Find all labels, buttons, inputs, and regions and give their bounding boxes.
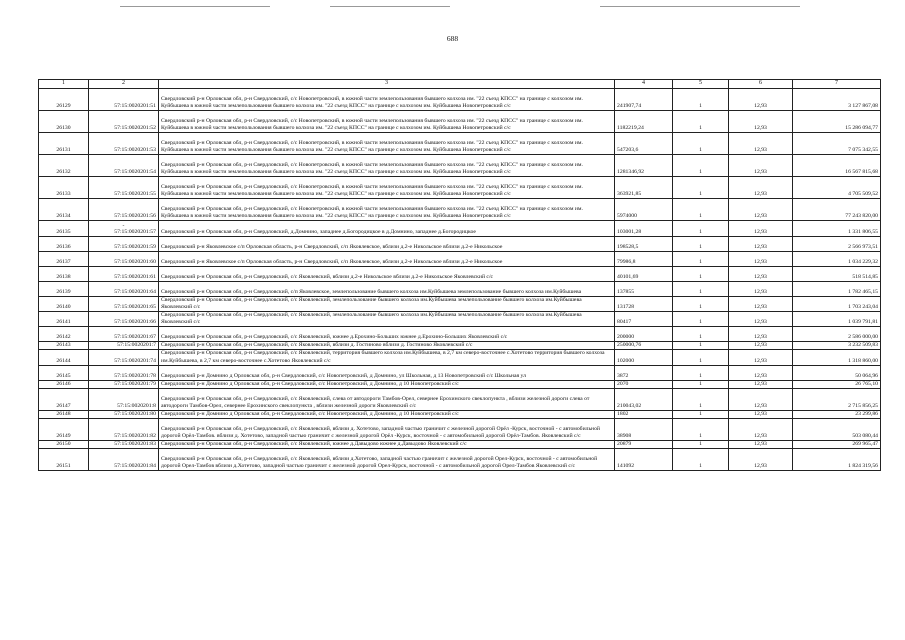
cadastral-number: 57:15:0020201:80 xyxy=(89,410,159,418)
cadastral-value: 269 965,47 xyxy=(793,440,881,448)
area-value: 131728 xyxy=(615,297,673,312)
row-number: 26135 xyxy=(39,221,89,237)
column-header: 3 xyxy=(159,80,615,89)
area-value: 547203,6 xyxy=(615,133,673,155)
table-row xyxy=(39,312,881,327)
cadastral-value: 2 715 856,25 xyxy=(793,388,881,410)
location-description: Свердловский р-н Орловская обл, р-н Свердловский, с/с Яковлевский, южнее д.Ерохино-Больших южнее д.Ерохино-Больших Яковлевский с/с xyxy=(159,327,615,342)
cadastral-number: 57:15:0020201:61 xyxy=(89,267,159,282)
area-value: 137855 xyxy=(615,282,673,297)
cadastral-number-text: 57:15:0020201:57 xyxy=(114,228,156,235)
coefficient-value: 1 xyxy=(673,342,729,350)
cadastral-value: 518 514,85 xyxy=(793,267,881,282)
cadastral-number: 57:15:0020201:66 xyxy=(89,312,159,327)
area-value: 241907,74 xyxy=(615,89,673,111)
row-number: 26139 xyxy=(39,282,89,297)
area-value: 20879 xyxy=(615,440,673,448)
cadastral-value: 16 567 815,68 xyxy=(793,155,881,177)
area-value: 102000 xyxy=(615,350,673,365)
location-description: Свердловский р-н Домнино д Орловская обл, р-н Свердловский, с/с Новопетровский, д Домнино, д 10 Новопетровский с/с xyxy=(159,410,615,418)
coefficient-value: 1 xyxy=(673,177,729,199)
cadastral-number: 57:15:0020201:67 xyxy=(89,327,159,342)
location-description: Свердловский р-н Орловская обл, р-н Свердловский, с/п Яковлевское, землепользование бывшего колхоза им.Куйбышева землепользование бывшего колхоза им.Куйбышева xyxy=(159,282,615,297)
dash-mark: - xyxy=(122,222,125,229)
area-value: 3872 xyxy=(615,365,673,380)
rate-value: 12,93 xyxy=(729,111,793,133)
rate-value: 12,93 xyxy=(729,327,793,342)
cadastral-value: 3 127 867,08 xyxy=(793,89,881,111)
scan-artifact-line xyxy=(600,6,800,7)
column-header: 1 xyxy=(39,80,89,89)
cadastral-value: 503 080,44 xyxy=(793,418,881,440)
cadastral-value: 77 243 820,00 xyxy=(793,199,881,221)
table-row xyxy=(39,89,881,111)
row-number: 26136 xyxy=(39,237,89,252)
coefficient-value: 1 xyxy=(673,327,729,342)
rate-value: 12,93 xyxy=(729,177,793,199)
rate-value: 12,93 xyxy=(729,282,793,297)
cadastral-number: 57:15:0020201:82 xyxy=(89,418,159,440)
cadastral-value: 1 782 465,15 xyxy=(793,282,881,297)
cadastral-value: 2 586 000,00 xyxy=(793,327,881,342)
row-number: 26130 xyxy=(39,111,89,133)
location-description: Свердловский р-н Орловская обл, р-н Свердловский, с/с Новопетровский, в южной части землепользования бывшего колхоза им. "22 съезд КПСС" на границе с колхозом им. Куйбышева в южной части землепользования бывшего колхоза им. "22 съезд КПСС" на границе с колхозом им. Куйбышева Новопетровский с/с xyxy=(159,111,615,133)
rate-value: 12,93 xyxy=(729,380,793,388)
rate-value: 12,93 xyxy=(729,440,793,448)
rate-value: 12,93 xyxy=(729,199,793,221)
area-value: 141092 xyxy=(615,448,673,470)
scan-artifact-line xyxy=(120,6,270,7)
cadastral-value: 26 765,10 xyxy=(793,380,881,388)
page-number: 688 xyxy=(446,34,459,43)
cadastral-number: 57:15:0020201:52 xyxy=(89,111,159,133)
column-header: 4 xyxy=(615,80,673,89)
rate-value: 12,93 xyxy=(729,350,793,365)
cadastral-number: 57:15:0020201:54 xyxy=(89,155,159,177)
area-value: 1802 xyxy=(615,410,673,418)
cadastral-value: 1 318 860,00 xyxy=(793,350,881,365)
cadastral-number: 57:15:0020201:8 xyxy=(89,388,159,410)
location-description: Свердловский р-н Орловская обл, р-н Свердловский, с/с Новопетровский, в южной части землепользования бывшего колхоза им. "22 съезд КПСС" на границе с колхозом им. Куйбышева в южной части землепользования бывшего колхоза им. "22 съезд КПСС" на границе с колхозом им. Куйбышева Новопетровский с/с xyxy=(159,199,615,221)
rate-value: 12,93 xyxy=(729,252,793,267)
row-number: 26149 xyxy=(39,418,89,440)
location-description: Свердловский р-н Орловская обл, р-н Свердловский, с/с Новопетровский, в южной части землепользования бывшего колхоза им. "22 съезд КПСС" на границе с колхозом им. Куйбышева в южной части землепользования бывшего колхоза им. "22 съезд КПСС" на границе с колхозом им. Куйбышева Новопетровский с/с xyxy=(159,177,615,199)
coefficient-value: 1 xyxy=(673,267,729,282)
coefficient-value: 1 xyxy=(673,448,729,470)
area-value: 103001,28 xyxy=(615,221,673,237)
coefficient-value: 1 xyxy=(673,252,729,267)
row-number: 26148 xyxy=(39,410,89,418)
cadastral-number xyxy=(89,221,159,237)
table-row xyxy=(39,297,881,312)
row-number: 26134 xyxy=(39,199,89,221)
coefficient-value: 1 xyxy=(673,365,729,380)
coefficient-value: 1 xyxy=(673,89,729,111)
cadastral-value: 7 075 342,55 xyxy=(793,133,881,155)
location-description: Свердловский р-н Орловская обл, р-н Свердловский, с/с Яковлевский, вблизи д.2-е Никольское вблизи д.2-е Никольское Яковлевский с/с xyxy=(159,267,615,282)
table-row xyxy=(39,380,881,388)
cadastral-value: 1 039 791,81 xyxy=(793,312,881,327)
table-row xyxy=(39,410,881,418)
coefficient-value: 1 xyxy=(673,410,729,418)
area-value: 200000 xyxy=(615,327,673,342)
area-value: 38908 xyxy=(615,418,673,440)
table-row xyxy=(39,267,881,282)
table-row xyxy=(39,282,881,297)
coefficient-value: 1 xyxy=(673,133,729,155)
coefficient-value: 1 xyxy=(673,221,729,237)
area-value: 198528,5 xyxy=(615,237,673,252)
cadastral-value: 1 034 229,32 xyxy=(793,252,881,267)
table-row xyxy=(39,133,881,155)
row-number: 26151 xyxy=(39,448,89,470)
cadastral-value: 1 703 243,04 xyxy=(793,297,881,312)
coefficient-value: 1 xyxy=(673,312,729,327)
rate-value: 12,93 xyxy=(729,237,793,252)
row-number: 26142 xyxy=(39,327,89,342)
table-row xyxy=(39,155,881,177)
cadastral-number: 57:15:0020201:56 xyxy=(89,199,159,221)
row-number: 26150 xyxy=(39,440,89,448)
table-row xyxy=(39,177,881,199)
cadastral-number: 57:15:0020201:79 xyxy=(89,380,159,388)
area-value: 80417 xyxy=(615,312,673,327)
location-description: Свердловский р-н Яковлевское с/п Орловская область, р-н Свердловский, с/п Яковлевское, вблизи д.2-е Никольское вблизи д.2-е Никольское xyxy=(159,252,615,267)
coefficient-value: 1 xyxy=(673,199,729,221)
area-value: 40101,69 xyxy=(615,267,673,282)
rate-value: 12,93 xyxy=(729,221,793,237)
table-row xyxy=(39,327,881,342)
table-row xyxy=(39,388,881,410)
table-row xyxy=(39,199,881,221)
row-number: 26138 xyxy=(39,267,89,282)
area-value: 79986,8 xyxy=(615,252,673,267)
location-description: Свердловский р-н Орловская обл, р-н Свердловский, с/с Яковлевский, вблизи д. Гостиново вблизи д. Гостиново Яковлевский с/с xyxy=(159,342,615,350)
table-row xyxy=(39,237,881,252)
coefficient-value: 1 xyxy=(673,297,729,312)
column-header: 6 xyxy=(729,80,793,89)
cadastral-number: 57:15:0020201:64 xyxy=(89,282,159,297)
area-value: 363921,85 xyxy=(615,177,673,199)
area-value: 1281346,92 xyxy=(615,155,673,177)
cadastral-number: 57:15:0020201:74 xyxy=(89,350,159,365)
row-number: 26144 xyxy=(39,350,89,365)
row-number: 26143 xyxy=(39,342,89,350)
row-number: 26147 xyxy=(39,388,89,410)
coefficient-value: 1 xyxy=(673,111,729,133)
table-row xyxy=(39,350,881,365)
location-description: Свердловский р-н Орловская обл, р-н Свердловский, с/с Новопетровский, в южной части землепользования бывшего колхоза им. "22 съезд КПСС" на границе с колхозом им. Куйбышева в южной части землепользования бывшего колхоза им. "22 съезд КПСС" на границе с колхозом им. Куйбышева Новопетровский с/с xyxy=(159,89,615,111)
row-number: 26141 xyxy=(39,312,89,327)
cadastral-value: 50 064,96 xyxy=(793,365,881,380)
cadastral-number: 57:15:0020201:60 xyxy=(89,252,159,267)
cadastral-number: 57:15:0020201:83 xyxy=(89,440,159,448)
rate-value: 12,93 xyxy=(729,448,793,470)
table-row xyxy=(39,440,881,448)
cadastral-number: 57:15:0020201:59 xyxy=(89,237,159,252)
cadastral-value: 3 232 509,83 xyxy=(793,342,881,350)
cadastral-value: 1 331 806,55 xyxy=(793,221,881,237)
coefficient-value: 1 xyxy=(673,380,729,388)
coefficient-value: 1 xyxy=(673,440,729,448)
coefficient-value: 1 xyxy=(673,282,729,297)
rate-value: 12,93 xyxy=(729,410,793,418)
rate-value: 12,93 xyxy=(729,388,793,410)
cadastral-value: 15 286 094,77 xyxy=(793,111,881,133)
row-number: 26129 xyxy=(39,89,89,111)
cadastral-value: 4 705 509,52 xyxy=(793,177,881,199)
cadastral-number: 57:15:0020201:65 xyxy=(89,297,159,312)
location-description: Свердловский р-н Домнино д Орловская обл, р-н Свердловский, с/с Новопетровский, д Домнино, д 10 Новопетровский с/с xyxy=(159,380,615,388)
rate-value: 12,93 xyxy=(729,133,793,155)
area-value: 5974000 xyxy=(615,199,673,221)
location-description: Свердловский р-н Орловская обл, р-н Свердловский, с/с Яковлевский, слева от автодороги Тамбов-Орел, севернее Ерохинского свеклопункта , вблизи железной дороги слева от автодороги Тамбов-Орел, севернее Ерохинского свеклопункта , вблизи железной дороги Яковлевский с/с xyxy=(159,388,615,410)
row-number: 26140 xyxy=(39,297,89,312)
rate-value: 12,93 xyxy=(729,297,793,312)
area-value: 2070 xyxy=(615,380,673,388)
area-value: 250000,76 xyxy=(615,342,673,350)
cadastral-value: 23 299,86 xyxy=(793,410,881,418)
location-description: Свердловский р-н Орловская обл, р-н Свердловский, д.Домнино, западнее д.Богородицкое в д.Домнино, западнее д.Богородицкое xyxy=(159,221,615,237)
rate-value: 12,93 xyxy=(729,365,793,380)
area-value: 1182219,24 xyxy=(615,111,673,133)
column-header: 2 xyxy=(89,80,159,89)
coefficient-value: 1 xyxy=(673,418,729,440)
rate-value: 12,93 xyxy=(729,267,793,282)
row-number: 26132 xyxy=(39,155,89,177)
table-row xyxy=(39,221,881,237)
cadastral-number: 57:15:0020201:78 xyxy=(89,365,159,380)
row-number: 26137 xyxy=(39,252,89,267)
table-row xyxy=(39,342,881,350)
table-row xyxy=(39,252,881,267)
row-number: 26146 xyxy=(39,380,89,388)
area-value: 210043,02 xyxy=(615,388,673,410)
cadastral-register-table xyxy=(38,79,881,471)
location-description: Свердловский р-н Орловская обл, р-н Свердловский, с/с Яковлевский, территория бывшего колхоза им.Куйбышева, в 2,7 км северо-восточнее с.Хотетово территория бывшего колхоза им.Куйбышева, в 2,7 км северо-восточнее с.Хотетово Яковлевский с/с xyxy=(159,350,615,365)
location-description: Свердловский р-н Орловская обл, р-н Свердловский, с/с Новопетровский, в южной части землепользования бывшего колхоза им. "22 съезд КПСС" на границе с колхозом им. Куйбышева в южной части землепользования бывшего колхоза им. "22 съезд КПСС" на границе с колхозом им. Куйбышева Новопетровский с/с xyxy=(159,155,615,177)
location-description: Свердловский р-н Орловская обл, р-н Свердловский, с/с Яковлевский, землепользование бывшего колхоза им.Куйбышева землепользование бывшего колхоза им.Куйбышева Яковлевский с/с xyxy=(159,297,615,312)
location-description: Свердловский р-н Орловская обл, р-н Свердловский, с/с Новопетровский, в южной части землепользования бывшего колхоза им. "22 съезд КПСС" на границе с колхозом им. Куйбышева в южной части землепользования бывшего колхоза им. "22 съезд КПСС" на границе с колхозом им. Куйбышева Новопетровский с/с xyxy=(159,133,615,155)
location-description: Свердловский р-н Орловская обл, р-н Свердловский, с/с Яковлевский, вблизи д.Хотетово, западной частью граничит с железной дорогой Орел-Курск, восточной - с автомобильной дорогой Орел-Тамбов вблизи д.Хотетово, западной частью граничит с железной дорогой Орел-Курск, восточной - с автомобильной дорогой Орел-Тамбов Яковлевский с/с xyxy=(159,448,615,470)
column-header: 7 xyxy=(793,80,881,89)
table-row xyxy=(39,448,881,470)
rate-value: 12,93 xyxy=(729,89,793,111)
coefficient-value: 1 xyxy=(673,155,729,177)
row-number: 26131 xyxy=(39,133,89,155)
column-header: 5 xyxy=(673,80,729,89)
cadastral-value: 2 566 973,51 xyxy=(793,237,881,252)
rate-value: 12,93 xyxy=(729,342,793,350)
location-description: Свердловский р-н Домнино д Орловская обл, р-н Свердловский, с/с Новопетровский, д Домнино, ул Школьная, д 13 Новопетровский с/с Школьная ул xyxy=(159,365,615,380)
table-row xyxy=(39,111,881,133)
location-description: Свердловский р-н Орловская обл, р-н Свердловский, с/с Яковлевский, вблизи д. Хотетово, западной частью граничит с железной дорогой Орёл -Курск, восточной - с автомобильной дорогой Орёл-Тамбов. вблизи д. Хотетово, западной частью граничит с железной дорогой Орёл -Курск, восточной - с автомобильной дорогой Орёл-Тамбов. Яковлевский с/с xyxy=(159,418,615,440)
table-row xyxy=(39,418,881,440)
cadastral-number: 57:15:0020201:53 xyxy=(89,133,159,155)
coefficient-value: 1 xyxy=(673,388,729,410)
scan-artifact-line xyxy=(330,6,450,7)
cadastral-number: 57:15:0020201:55 xyxy=(89,177,159,199)
coefficient-value: 1 xyxy=(673,350,729,365)
table-header-row xyxy=(39,80,881,89)
cadastral-number: 57:15:0020201:51 xyxy=(89,89,159,111)
rate-value: 12,93 xyxy=(729,312,793,327)
cadastral-number: 57:15:0020201:7 xyxy=(89,342,159,350)
coefficient-value: 1 xyxy=(673,237,729,252)
rate-value: 12,93 xyxy=(729,418,793,440)
cadastral-value: 1 824 319,56 xyxy=(793,448,881,470)
table-row xyxy=(39,365,881,380)
location-description: Свердловский р-н Орловская обл, р-н Свердловский, с/с Яковлевский, южнее д.Давыдово южнее д.Давыдово Яковлевский с/с xyxy=(159,440,615,448)
rate-value: 12,93 xyxy=(729,155,793,177)
location-description: Свердловский р-н Орловская обл, р-н Свердловский, с/с Яковлевский, землепользование бывшего колхоза им.Куйбышева землепользование бывшего колхоза им.Куйбышева Яковлевский с/с xyxy=(159,312,615,327)
location-description: Свердловский р-н Яковлевское с/п Орловская область, р-н Свердловский, с/п Яковлевское, вблизи д.2-е Никольское вблизи д.2-е Никольское xyxy=(159,237,615,252)
cadastral-number: 57:15:0020201:84 xyxy=(89,448,159,470)
row-number: 26133 xyxy=(39,177,89,199)
row-number: 26145 xyxy=(39,365,89,380)
